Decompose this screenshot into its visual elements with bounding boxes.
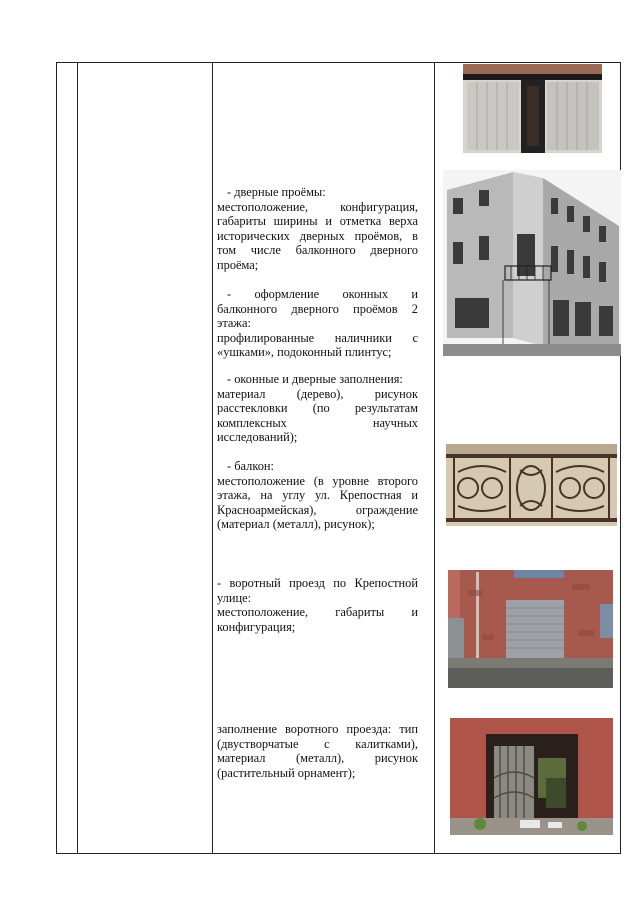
item-body: местоположение (в уровне второго этажа, на углу ул. Крепостная и Красноармейская), ограждение (материал (металл), рисунок); xyxy=(217,473,418,532)
photo-door-openings xyxy=(463,64,602,153)
item-body: материал (дерево), рисунок расстекловки (по результатам комплексных научных исследований); xyxy=(217,386,418,445)
item-heading: - балкон: xyxy=(227,459,274,473)
column-divider-1 xyxy=(77,63,78,853)
photo-balcony-railing xyxy=(446,444,617,526)
item-window-decoration xyxy=(217,287,418,360)
item-body: заполнение воротного проезда: тип (двустворчатые с калитками), материал (металл), рисунок (растительный орнамент); xyxy=(217,722,418,780)
item-door-openings xyxy=(217,185,418,273)
item-body: местоположение, габариты и конфигурация; xyxy=(217,605,418,634)
item-body: профилированные наличники с «ушками», подоконный плинтус; xyxy=(217,330,418,360)
item-heading: - оконные и дверные заполнения: xyxy=(227,372,403,386)
column-divider-2 xyxy=(212,63,213,853)
item-window-fillings xyxy=(217,372,418,445)
item-heading: - оформление оконных и балконного дверного проёмов 2 этажа: xyxy=(217,287,418,331)
item-gateway-filling xyxy=(217,722,418,780)
item-gateway xyxy=(217,576,418,634)
photo-gateway-facade xyxy=(448,570,613,688)
photo-gate-ornament xyxy=(450,718,613,835)
item-body: местоположение, конфигурация, габариты ширины и отметка верха исторических дверных проёмов, в том числе балконного дверного проёма; xyxy=(217,199,418,272)
item-heading: - воротный проезд по Крепостной улице: xyxy=(217,576,418,605)
photo-building-corner xyxy=(443,170,621,356)
column-divider-3 xyxy=(434,63,435,853)
item-heading: - дверные проёмы: xyxy=(227,185,326,199)
item-balcony xyxy=(217,459,418,532)
